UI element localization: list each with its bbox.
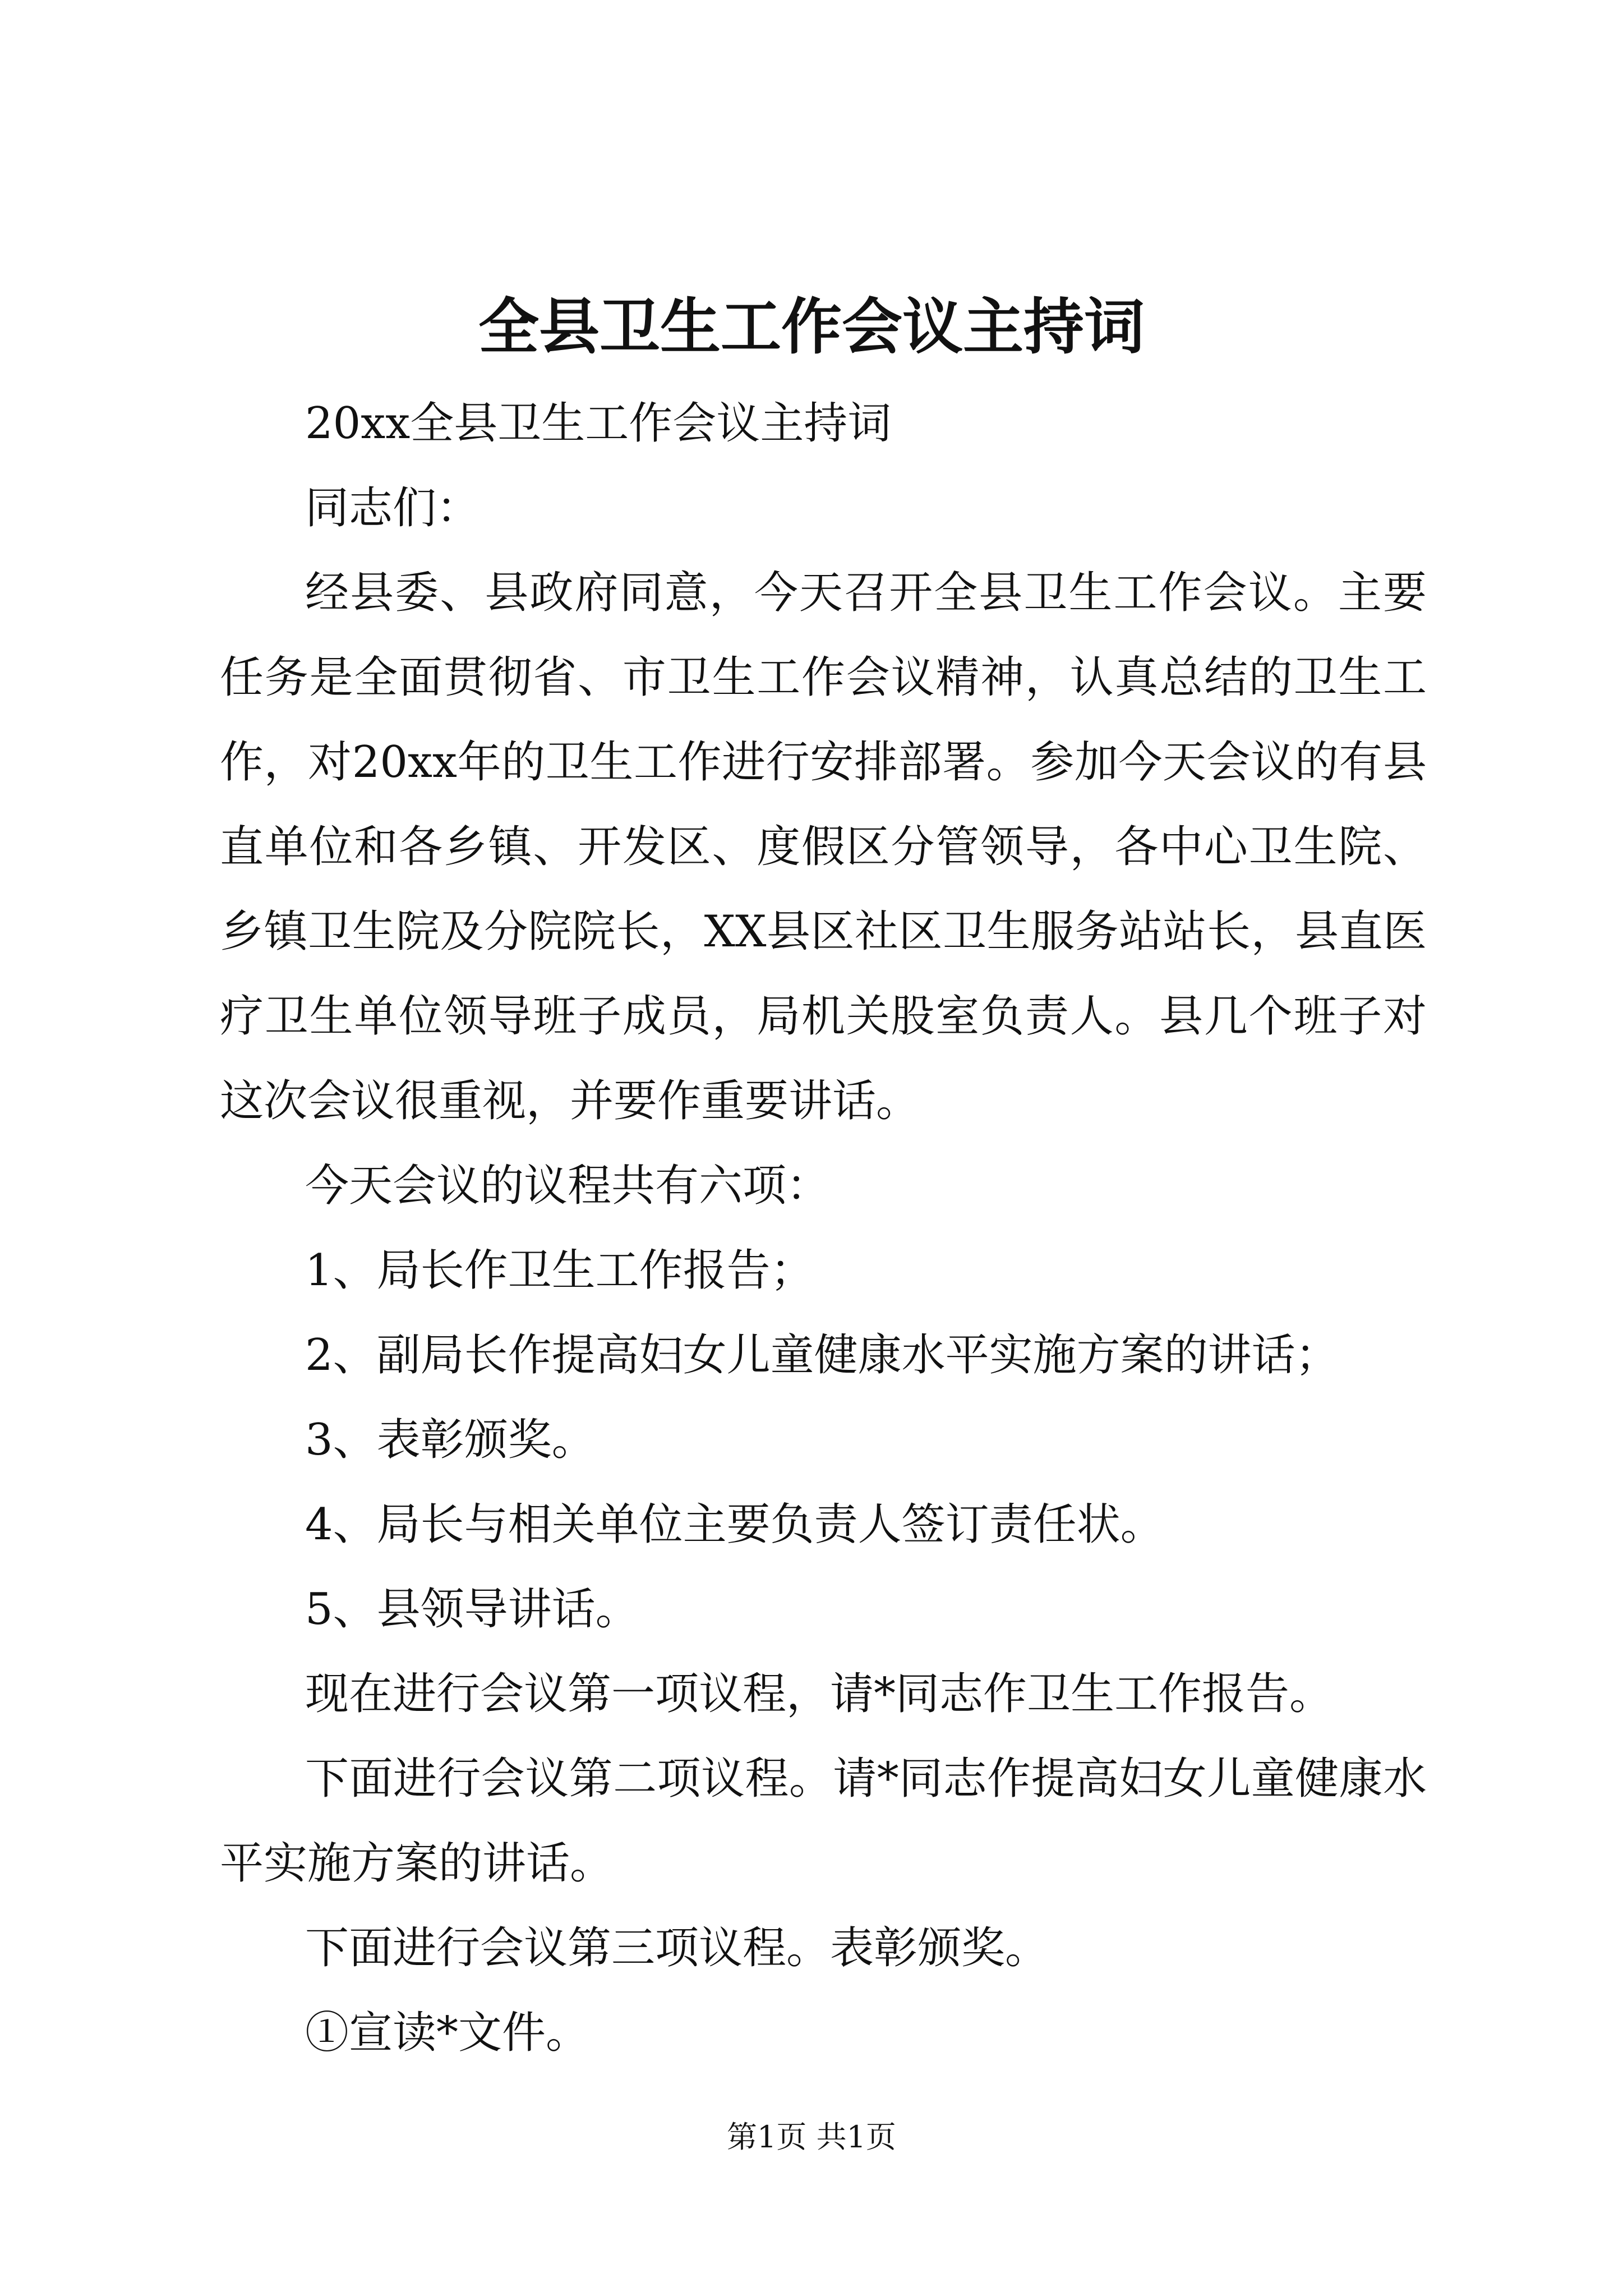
paragraph-third-item: 下面进行会议第三项议程。表彰颁奖。	[305, 1923, 1049, 1973]
agenda-item-2: 2、副局长作提高妇女儿童健康水平实施方案的讲话；	[305, 1330, 1339, 1381]
agenda-item-1: 1、局长作卫生工作报告；	[305, 1245, 814, 1296]
paragraph-salutation: 同志们：	[305, 483, 481, 533]
agenda-item-3: 3、表彰颁奖。	[305, 1415, 596, 1465]
paragraph-intro: 经县委、县政府同意，今天召开全县卫生工作会议。主要任务是全面贯彻省、市卫生工作会议精神，认真总结的卫生工作，对20xx年的卫生工作进行安排部署。参加今天会议的有县直单位和各乡镇、开发区、度假区分管领导，各中心卫生院、乡镇卫生院及分院院长，XX县区社区卫生服务站站长，县直医疗卫生单位领导班子成员，局机关股室负责人。县几个班子对这次会议很重视，并要作重要讲话。	[220, 568, 1427, 1126]
paragraph-first-item: 现在进行会议第一项议程，请*同志作卫生工作报告。	[305, 1669, 1334, 1719]
document-title: 全县卫生工作会议主持词	[478, 292, 1145, 362]
paragraph-agenda-heading: 今天会议的议程共有六项：	[305, 1161, 831, 1211]
page-number-footer: 第1页 共1页	[727, 2119, 896, 2155]
agenda-item-4: 4、局长与相关单位主要负责人签订责任状。	[305, 1499, 1164, 1550]
paragraph-subtitle: 20xx全县卫生工作会议主持词	[305, 398, 892, 449]
paragraph-read-document: ①宣读*文件。	[305, 2008, 590, 2058]
agenda-item-5: 5、县领导讲话。	[305, 1584, 639, 1635]
document-body	[220, 381, 1427, 2076]
paragraph-second-item: 下面进行会议第二项议程。请*同志作提高妇女儿童健康水平实施方案的讲话。	[220, 1754, 1427, 1889]
